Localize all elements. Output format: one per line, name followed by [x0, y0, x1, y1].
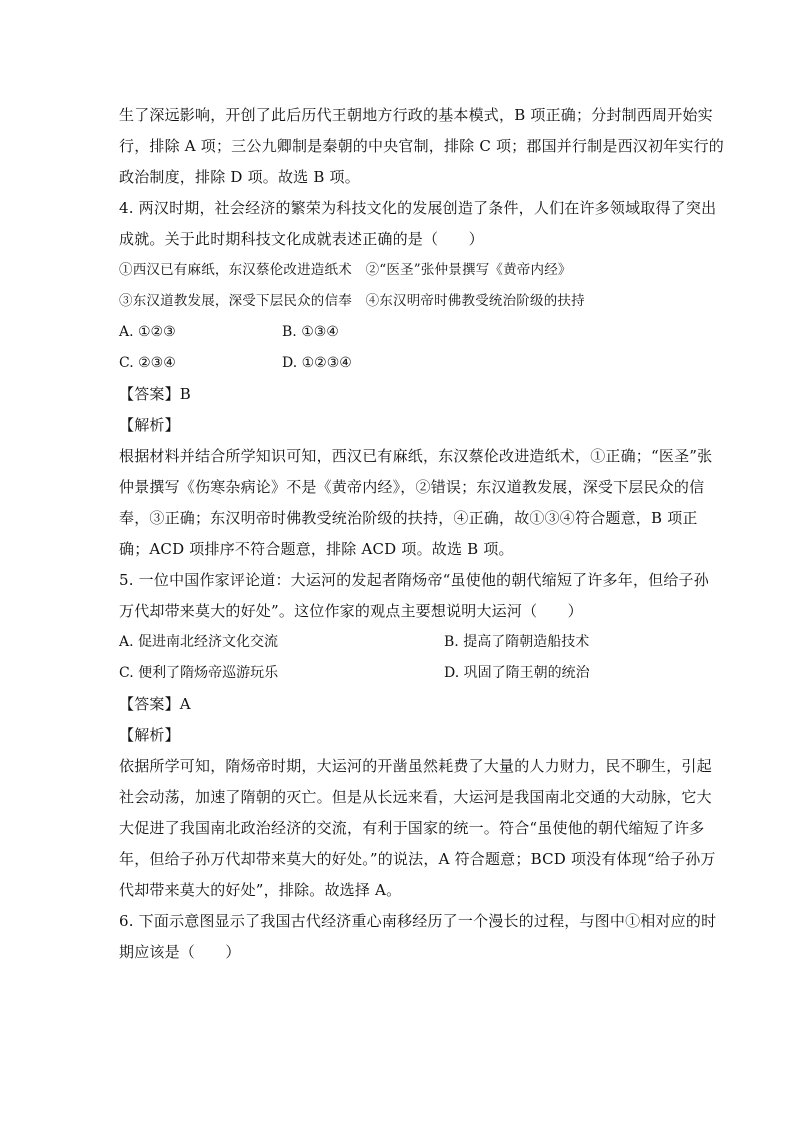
question-4-stem: 成就。关于此时期科技文化成就表述正确的是（ ） — [119, 230, 484, 248]
text-line: 行，排除 A 项；三公九卿制是秦朝的中央官制，排除 C 项；郡国并行制是西汉初年实行的 — [119, 137, 724, 155]
question-5-stem: 5. 一位中国作家评论道：大运河的发起者隋炀帝“虽使他的朝代缩短了许多年，但给子孙 — [119, 571, 709, 589]
text-line: 政治制度，排除 D 项。故选 B 项。 — [119, 168, 360, 186]
analysis-text: 社会动荡，加速了隋朝的灭亡。但是从长远来看，大运河是我国南北交通的大动脉，它大 — [119, 788, 712, 806]
option-c: C. ②③④ — [119, 355, 176, 371]
option-d: D. 巩固了隋王朝的统治 — [444, 665, 590, 681]
analysis-label: 【解析】 — [119, 416, 180, 434]
answer-label: 【答案】A — [119, 695, 191, 713]
analysis-text: 年，但给子孙万代却带来莫大的好处。”的说法，A 符合题意；BCD 项没有体现“给子孙万 — [119, 850, 716, 868]
question-5-options-row — [119, 658, 679, 689]
option-c: C. 便利了隋炀帝巡游玩乐 — [119, 665, 279, 681]
question-4-item: ③东汉道教发展，深受下层民众的信奉 ④东汉明帝时佛教受统治阶级的扶持 — [119, 293, 585, 309]
option-b: B. 提高了隋朝造船技术 — [444, 634, 590, 650]
analysis-text: 大促进了我国南北政治经济的交流，有利于国家的统一。符合“虽使他的朝代缩短了许多 — [119, 819, 705, 837]
option-a: A. ①②③ — [119, 324, 176, 340]
question-4-options-row — [119, 348, 679, 379]
question-6-stem: 6. 下面示意图显示了我国古代经济重心南移经历了一个漫长的过程，与图中①相对应的时 — [119, 912, 717, 930]
text-line: 生了深远影响，开创了此后历代王朝地方行政的基本模式，B 项正确；分封制西周开始实 — [119, 106, 713, 124]
question-4-item: ①西汉已有麻纸，东汉蔡伦改进造纸术 ②“医圣”张仲景撰写《黄帝内经》 — [119, 262, 572, 278]
option-a: A. 促进南北经济文化交流 — [119, 634, 279, 650]
question-5-stem: 万代却带来莫大的好处”。这位作家的观点主要想说明大运河（ ） — [119, 602, 583, 620]
question-4-stem: 4. 两汉时期，社会经济的繁荣为科技文化的发展创造了条件，人们在许多领域取得了突出 — [119, 199, 717, 217]
question-6-stem: 期应该是（ ） — [119, 943, 241, 961]
analysis-label: 【解析】 — [119, 726, 180, 744]
analysis-text: 确；ACD 项排序不符合题意，排除 ACD 项。故选 B 项。 — [119, 540, 514, 558]
option-b: B. ①③④ — [282, 324, 339, 340]
question-5-options-row — [119, 627, 679, 658]
analysis-text: 代却带来莫大的好处”，排除。故选择 A。 — [119, 881, 402, 899]
analysis-text: 根据材料并结合所学知识可知，西汉已有麻纸，东汉蔡伦改进造纸术，①正确；“医圣”张 — [119, 447, 713, 465]
analysis-text: 依据所学可知，隋炀帝时期，大运河的开凿虽然耗费了大量的人力财力，民不聊生，引起 — [119, 757, 712, 775]
option-d: D. ①②③④ — [282, 355, 352, 371]
analysis-text: 仲景撰写《伤寒杂病论》不是《黄帝内经》，②错误；东汉道教发展，深受下层民众的信 — [119, 478, 705, 496]
document-page — [119, 100, 724, 968]
answer-label: 【答案】B — [119, 385, 192, 403]
question-4-options-row — [119, 317, 679, 348]
analysis-text: 奉，③正确；东汉明帝时佛教受统治阶级的扶持，④正确，故①③④符合题意，B 项正 — [119, 509, 698, 527]
